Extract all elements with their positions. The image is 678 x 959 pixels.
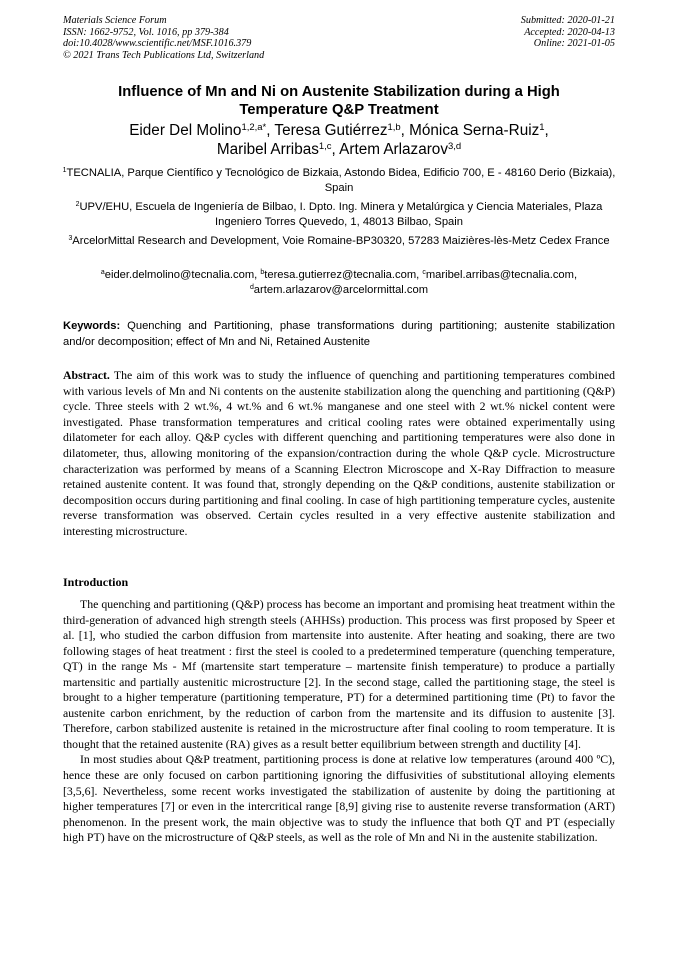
- author-affil-mark: 1: [539, 121, 545, 133]
- affiliation-3: [62, 234, 616, 249]
- affil-number: 1: [62, 167, 67, 175]
- authors-line-1: [60, 121, 618, 140]
- online-date: Online: 2021-01-05: [533, 38, 615, 49]
- journal-copyright: © 2021 Trans Tech Publications Ltd, Switzerland: [63, 49, 265, 61]
- title-line-1: Influence of Mn and Ni on Austenite Stabilization during a High: [118, 84, 560, 100]
- author-separator: ,: [266, 122, 275, 139]
- email-mark: b: [260, 269, 265, 277]
- author-affil-mark: 1,c: [318, 140, 332, 152]
- author-separator: ,: [331, 141, 340, 158]
- abstract: [63, 368, 615, 540]
- journal-issn: ISSN: 1662-9752, Vol. 1016, pp 379-384: [63, 26, 229, 38]
- section-heading-introduction: Introduction: [63, 575, 129, 589]
- email-link[interactable]: teresa.gutierrez@tecnalia.com,: [264, 269, 423, 281]
- author-separator: ,: [544, 122, 549, 139]
- affiliation-1: [62, 166, 616, 196]
- title-line-2: Temperature Q&P Treatment: [239, 102, 439, 118]
- affil-text: TECNALIA, Parque Científico y Tecnológico de Bizkaia, Astondo Bidea, Edificio 700, E - 48160 Derio (Bizkaia), Spain: [66, 167, 616, 194]
- keywords-label: Keywords:: [63, 320, 121, 332]
- publication-dates: [521, 15, 615, 50]
- email-link[interactable]: eider.delmolino@tecnalia.com,: [104, 269, 261, 281]
- introduction-body: [63, 597, 615, 846]
- abstract-text: The aim of this work was to study the influence of quenching and partitioning temperatures combined with various levels of Mn and Ni contents on the austenite stabilization along the quenching and partitioning (Q&P) cycle. Three steels with 2 wt.%, 4 wt.% and 6 wt.% manganese and one steel with 2 wt.% nickel content were investigated. Phase transformation temperatures and critical cooling rates were obtained experimentally using dilatometer for each alloy. Q&P cycles with different quenching and partitioning temperatures were also done in dilatometer, thus, allowing monitoring of the expansion/contraction during the whole Q&P cycle. Microstructure characterization was performed by means of a Scanning Electron Microscope and X-Ray Diffraction to measure retained austenite content. It was found that, strongly depending on the Q&P conditions, austenite stabilization or decomposition occurs during partitioning and final cooling. In case of high partitioning temperature cycles, austenite reverse transformation was observed. Certain cycles resulted in a very effective austenite stabilization and interesting microstructure.: [63, 368, 615, 538]
- affil-number: 2: [75, 201, 80, 209]
- keywords: [63, 319, 615, 350]
- author-emails: [56, 268, 622, 298]
- abstract-label: Abstract.: [63, 368, 110, 382]
- affil-text: UPV/EHU, Escuela de Ingeniería de Bilbao, I. Dpto. Ing. Minera y Metalúrgica y Ciencia Materiales, Plaza Ingeniero Torres Quevedo, 1, 48013 Bilbao, Spain: [79, 201, 603, 228]
- email-link[interactable]: artem.arlazarov@arcelormittal.com: [253, 284, 429, 296]
- keywords-text: Quenching and Partitioning, phase transformations during partitioning; austenite stabilization and/or decomposition; effect of Mn and Ni, Retained Austenite: [63, 320, 615, 348]
- author-affil-mark: 1,2,a*: [241, 121, 267, 133]
- paper-title: [60, 83, 618, 119]
- author-list: [60, 121, 618, 159]
- email-link[interactable]: maribel.arribas@tecnalia.com,: [425, 269, 578, 281]
- email-mark: d: [249, 284, 254, 292]
- affil-number: 3: [68, 235, 73, 243]
- affiliation-2: [62, 200, 616, 230]
- affil-text: ArcelorMittal Research and Development, Voie Romaine-BP30320, 57283 Maizières-lès-Metz Cedex France: [72, 235, 610, 247]
- paragraph: The quenching and partitioning (Q&P) process has become an important and promising heat treatment within the third-generation of advanced high strength steels (AHHSs) production. This process was first proposed by Speer et al. [1], who studied the carbon diffusion from martensite into austenite. After heating and soaking, there are two following stages of heat treatment : first the steel is cooled to a predetermined temperature (quenching temperature, QT) in the range Ms - Mf (martensite start temperature – martensite finish temperature) to produce a partially martensitic and partially austenitic microstructure [2]. In the second stage, called the partitioning stage, the steel is brought to a higher temperature (partitioning temperature, PT) for a determined partitioning time (Pt) to favor the austenite carbon enrichment, by the reduction of carbon from the martensite and its diffusion to austenite [3]. Therefore, carbon stabilized austenite is retained in the microstructure after final cooling to room temperature. It is thought that the retained austenite (RA) gives as a result better equilibrium between strength and ductility [4].: [63, 597, 615, 751]
- journal-name: Materials Science Forum: [63, 15, 167, 26]
- submitted-date: Submitted: 2020-01-21: [520, 15, 615, 26]
- accepted-date: Accepted: 2020-04-13: [524, 26, 615, 38]
- author-affil-mark: 3,d: [447, 140, 462, 152]
- author-name: Maribel Arribas: [216, 141, 319, 158]
- email-mark: c: [422, 269, 426, 277]
- author-name: Teresa Gutiérrez: [274, 122, 388, 139]
- authors-line-2: [60, 140, 618, 159]
- author-affil-mark: 1,b: [387, 121, 401, 133]
- author-name: Eider Del Molino: [129, 122, 242, 139]
- author-name: Mónica Serna-Ruiz: [409, 122, 540, 139]
- paragraph: In most studies about Q&P treatment, partitioning process is done at relative low temperatures (around 400 ºC), hence these are only focused on carbon partitioning ignoring the diffusivities of substitutional alloying elements [3,5,6]. Nevertheless, some recent works investigated the stabilization of austenite by doing the partitioning at higher temperatures [7] or even in the intercritical range [8,9] giving rise to austenite reverse transformation (ART) phenomenon. In the present work, the main objective was to study the influence that both QT and PT (especially high PT) have on the microstructure of Q&P steels, as well as the role of Mn and Ni in the austenite stabilization.: [63, 752, 615, 845]
- journal-info: [63, 15, 264, 61]
- author-separator: ,: [400, 122, 410, 139]
- author-name: Artem Arlazarov: [339, 141, 448, 158]
- journal-doi: doi:10.4028/www.scientific.net/MSF.1016.379: [63, 38, 252, 49]
- email-mark: a: [100, 269, 105, 277]
